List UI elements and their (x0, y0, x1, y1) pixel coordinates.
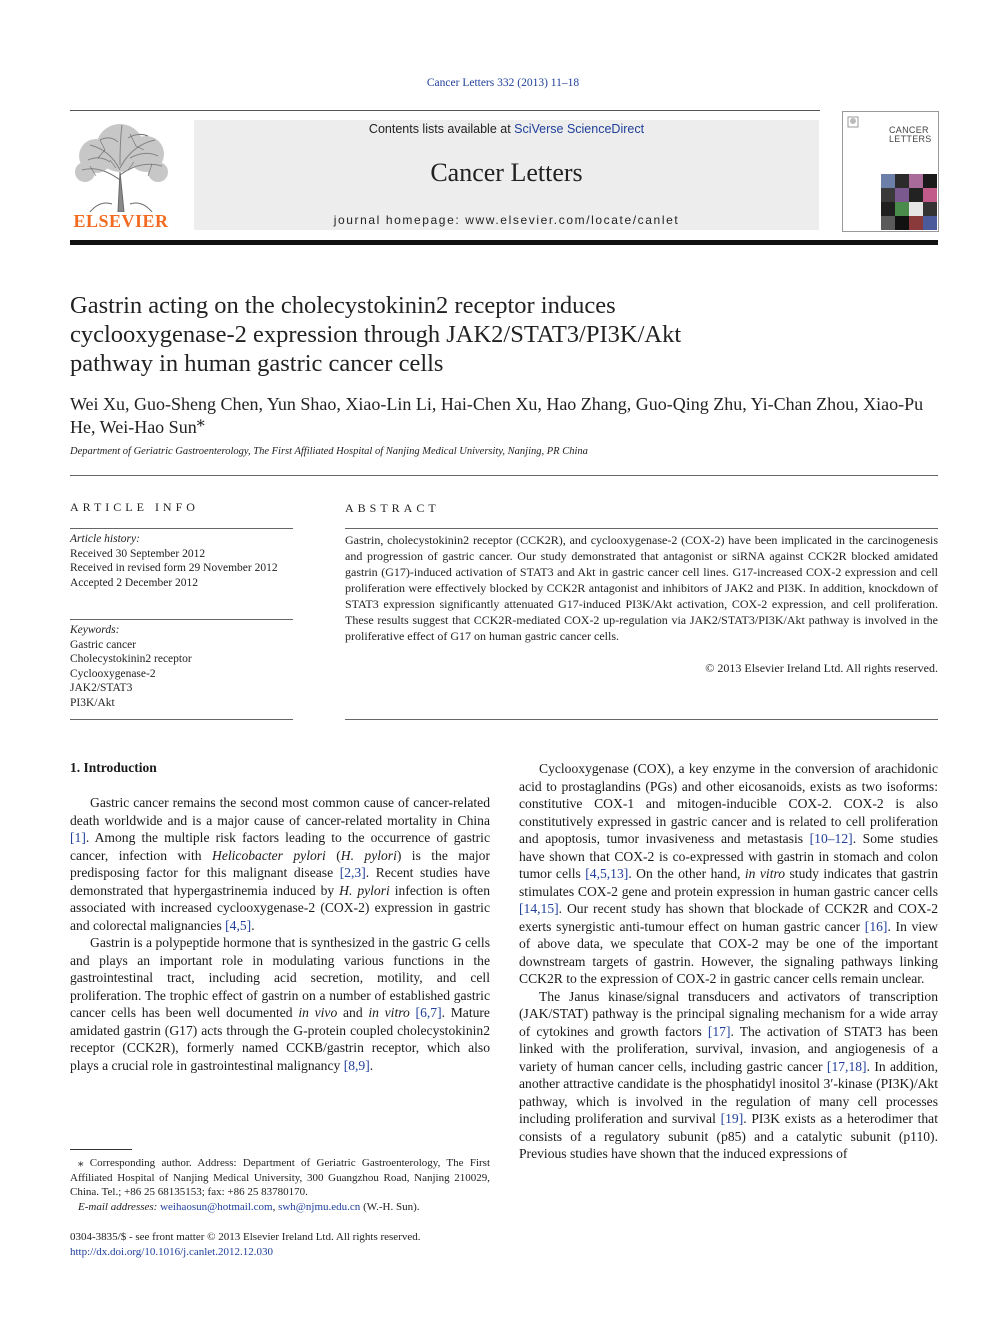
cover-title-line1: CANCER (889, 125, 929, 135)
cover-title (889, 126, 932, 144)
cover-mosaic-image (881, 174, 937, 230)
footnote-emails (70, 1200, 490, 1215)
abstract-text: Gastrin, cholecystokinin2 receptor (CCK2R), and cyclooxygenase-2 (COX-2) have been implicated in the carcinogenesis and progression of gastric cancer. Our study demonstrated that antagonist or siRNA against CCK2R blocked amidated gastrin (G17)-induced activation of STAT3 and Akt in gastric cancer cell lines. G17-increased COX-2 expression and cell proliferation were effectively blocked by CCK2R antagonist and inhibitors of JAK2 and PI3K. In addition, knockdown of STAT3 expression significantly attenuated G17-induced PI3K/Akt activation, COX-2 expression, and cell proliferation. These results suggest that CCK2R-mediated COX-2 up-regulation via JAK2/STAT3/PI3K/Akt pathway is involved in the proliferative effect of G17 on human gastric cancer cells. (345, 533, 938, 643)
title-divider (70, 475, 938, 476)
text-run: . The activation of STAT3 has been linked with the proliferation, survival, invasion, and angiogenesis of a variety of human cancer cells, including gastric cancer (519, 1023, 938, 1074)
citation-ref[interactable]: [19] (720, 1111, 744, 1126)
text-run: study indicates that gastrin stimulates COX-2 gene and protein expression in human gastric cancer cells (519, 866, 938, 899)
text-run: . Among the multiple risk factors leading to the occurrence of gastric cancer, infection with (70, 830, 490, 863)
elsevier-mini-icon (847, 116, 859, 128)
text-run: . Recent studies have demonstrated that hypergastrinemia induced by (70, 865, 490, 898)
citation-ref[interactable]: [4,5] (225, 917, 252, 933)
header-top-rule (70, 110, 820, 111)
intro-paragraph-4 (519, 988, 938, 1163)
text-run: ( (325, 847, 341, 863)
email-separator: , (272, 1200, 279, 1213)
citation-ref[interactable]: [17] (707, 1023, 731, 1039)
text-run: . (251, 917, 255, 933)
front-matter-line: 0304-3835/$ - see front matter © 2013 Elsevier Ireland Ltd. All rights reserved. (70, 1231, 421, 1243)
citation-ref[interactable]: [6,7] (415, 1005, 442, 1020)
issn-block (70, 1230, 520, 1259)
footnote-address: ⁎ Corresponding author. Address: Department of Geriatric Gastroenterology, The First Affiliated Hospital of Nanjing Medical University, 300 Guangzhou Road, Nanjing 210029, China. Tel.; +86 25 68135153; fax: +86 25 83780170. (70, 1157, 490, 1198)
email-link-1[interactable]: weihaosun@hotmail.com (160, 1200, 273, 1213)
email-label: E-mail addresses: (78, 1200, 158, 1213)
citation-ref[interactable]: [16] (864, 918, 888, 934)
journal-banner (194, 120, 819, 230)
journal-name: Cancer Letters (430, 158, 583, 187)
corresponding-author-mark[interactable]: ⁎ (196, 413, 205, 430)
article-history (70, 532, 300, 590)
history-label: Article history: (70, 533, 140, 545)
text-run: . In view of above data, we speculate that COX-2 may be one of the important downstream targets of gastrin. However, the signaling pathways linking CCK2R to the expression of COX-2 in gastric cancer cells remain unclear. (519, 918, 938, 986)
history-received: Received 30 September 2012 (70, 547, 206, 560)
intro-paragraph-1 (70, 794, 490, 934)
doi-link[interactable]: http://dx.doi.org/10.1016/j.canlet.2012.12.030 (70, 1245, 273, 1258)
citation-ref[interactable]: [14,15] (519, 901, 559, 916)
homepage-prefix: journal homepage: (333, 213, 466, 227)
contents-available-line (194, 122, 819, 136)
body-column-left (70, 794, 490, 1074)
journal-homepage (194, 213, 819, 227)
journal-cover-thumbnail[interactable] (842, 111, 939, 232)
abstract-copyright: © 2013 Elsevier Ireland Ltd. All rights reserved. (705, 661, 938, 675)
authors-text: Wei Xu, Guo-Sheng Chen, Yun Shao, Xiao-Lin Li, Hai-Chen Xu, Hao Zhang, Guo-Qing Zhu, Yi-Chan Zhou, Xiao-Pu He, Wei-Hao Sun (70, 394, 924, 437)
email-suffix: (W.-H. Sun). (360, 1200, 420, 1213)
section-heading-introduction: 1. Introduction (70, 760, 157, 775)
keyword-item: PI3K/Akt (70, 696, 115, 709)
citation-ref[interactable]: [10–12] (809, 831, 853, 846)
author-list (70, 393, 940, 439)
cover-title-line2: LETTERS (889, 134, 932, 144)
text-run: Cyclooxygenase (COX), a key enzyme in the conversion of arachidonic acid to prostaglandins (PGs) and other eicosanoids, exists as two isoforms: constitutive COX-1 and mitogen-inducible COX-2. COX-2 is also constitutively expressed in gastric cancer and is related to cell proliferation and apoptosis, tumor invasiveness and metastasis (519, 761, 938, 846)
keywords-block (70, 623, 300, 710)
species-name: Helicobacter pylori (212, 847, 326, 863)
text-run: . In addition, another attractive candidate is the phosphatidyl inositol 3′-kinase (PI3K)/Akt pathway, which is involved in the regulation of many cell processes including proliferation and survival (519, 1058, 938, 1126)
citation-ref[interactable]: [1] (70, 830, 86, 845)
abstract-rule-1 (345, 528, 938, 529)
intro-paragraph-3 (519, 760, 938, 988)
text-run: Gastrin is a polypeptide hormone that is synthesized in the gastric G cells and plays an important role in modulating various functions in the gastrointestinal tract, including acid secretion, motility, and cell proliferation. The trophic effect of gastrin on a number of established gastric cancer cells has been well documented (70, 935, 490, 1020)
footnote-rule (70, 1149, 132, 1150)
email-link-2[interactable]: swh@njmu.edu.cn (278, 1200, 361, 1213)
article-title: Gastrin acting on the cholecystokinin2 receptor induces cyclooxygenase-2 expression through JAK2/STAT3/PI3K/Akt pathway in human gastric cancer cells (70, 292, 682, 377)
elsevier-tree-icon (70, 120, 172, 212)
species-name: H. pylori (340, 847, 397, 863)
text-run: and (337, 1005, 369, 1020)
citation-ref[interactable]: [8,9] (343, 1057, 370, 1073)
article-info-rule-1 (70, 528, 293, 529)
corresponding-author-footnote (70, 1156, 490, 1214)
elsevier-logo[interactable] (70, 120, 172, 232)
homepage-url-link[interactable]: www.elsevier.com/locate/canlet (465, 213, 680, 227)
text-run: . On the other hand, (628, 866, 745, 881)
author-affiliation: Department of Geriatric Gastroenterology, The First Affiliated Hospital of Nanjing Medical University, Nanjing, PR China (70, 446, 588, 457)
keyword-item: Cyclooxygenase-2 (70, 667, 156, 680)
article-info-rule-3 (70, 719, 293, 720)
article-info-heading: ARTICLE INFO (70, 500, 199, 514)
italic-term: in vitro (744, 866, 786, 881)
italic-term: in vivo (298, 1005, 338, 1020)
text-run: . PI3K exists as a heterodimer that consists of a regulatory subunit (p85) and a catalytic subunit (p110). Previous studies have shown that the induced expressions of (519, 1111, 938, 1161)
italic-term: in vitro (368, 1005, 410, 1020)
text-run: . Mature amidated gastrin (G17) acts through the G-protein coupled cholecystokinin2 receptor (CCK2R), formerly named CCKB/gastrin receptor, which also plays a crucial role in gastrointestinal malignancy (70, 1005, 490, 1073)
text-run: . (369, 1057, 374, 1073)
header-thick-rule (70, 240, 938, 245)
text-run: . Some studies have shown that COX-2 is co-expressed with gastrin in stomach and colon tumor cells (519, 831, 938, 881)
citation-ref[interactable]: [17,18] (826, 1058, 867, 1074)
history-revised: Received in revised form 29 November 2012 (70, 562, 278, 574)
journal-citation[interactable]: Cancer Letters 332 (2013) 11–18 (426, 77, 580, 89)
history-accepted: Accepted 2 December 2012 (70, 576, 199, 589)
abstract-heading: ABSTRACT (345, 501, 440, 515)
keywords-label: Keywords: (70, 624, 120, 636)
abstract-rule-2 (345, 719, 938, 720)
species-name: H. pylori (339, 882, 390, 898)
contents-prefix: Contents lists available at (368, 122, 515, 136)
sciencedirect-link[interactable]: SciVerse ScienceDirect (514, 122, 645, 136)
text-run: ) is the major predisposing factor for this malignant disease (70, 847, 490, 880)
citation-ref[interactable]: [4,5,13] (585, 866, 629, 881)
text-run: infection is often associated with increased cyclooxygenase-2 (COX-2) expression in gastric and colorectal malignancies (70, 882, 490, 933)
keyword-item: Cholecystokinin2 receptor (70, 653, 192, 665)
article-info-rule-2 (70, 619, 293, 620)
keyword-item: Gastric cancer (70, 638, 137, 651)
text-run: . Our recent study has shown that blockade of CCK2R and COX-2 exerts synergistic anti-tumour effect on human gastric cancer (519, 901, 938, 934)
keyword-item: JAK2/STAT3 (70, 682, 133, 694)
citation-ref[interactable]: [2,3] (339, 865, 366, 880)
intro-paragraph-2 (70, 934, 490, 1074)
elsevier-wordmark: ELSEVIER (73, 211, 169, 231)
text-run: Gastric cancer remains the second most common cause of cancer-related death worldwide and is a major cause of cancer-related mortality in China (70, 795, 490, 828)
text-run: The Janus kinase/signal transducers and activators of transcription (JAK/STAT) pathway is the principal signaling mechanism for a wide array of cytokines and growth factors (519, 988, 938, 1039)
body-column-right (519, 760, 938, 1163)
